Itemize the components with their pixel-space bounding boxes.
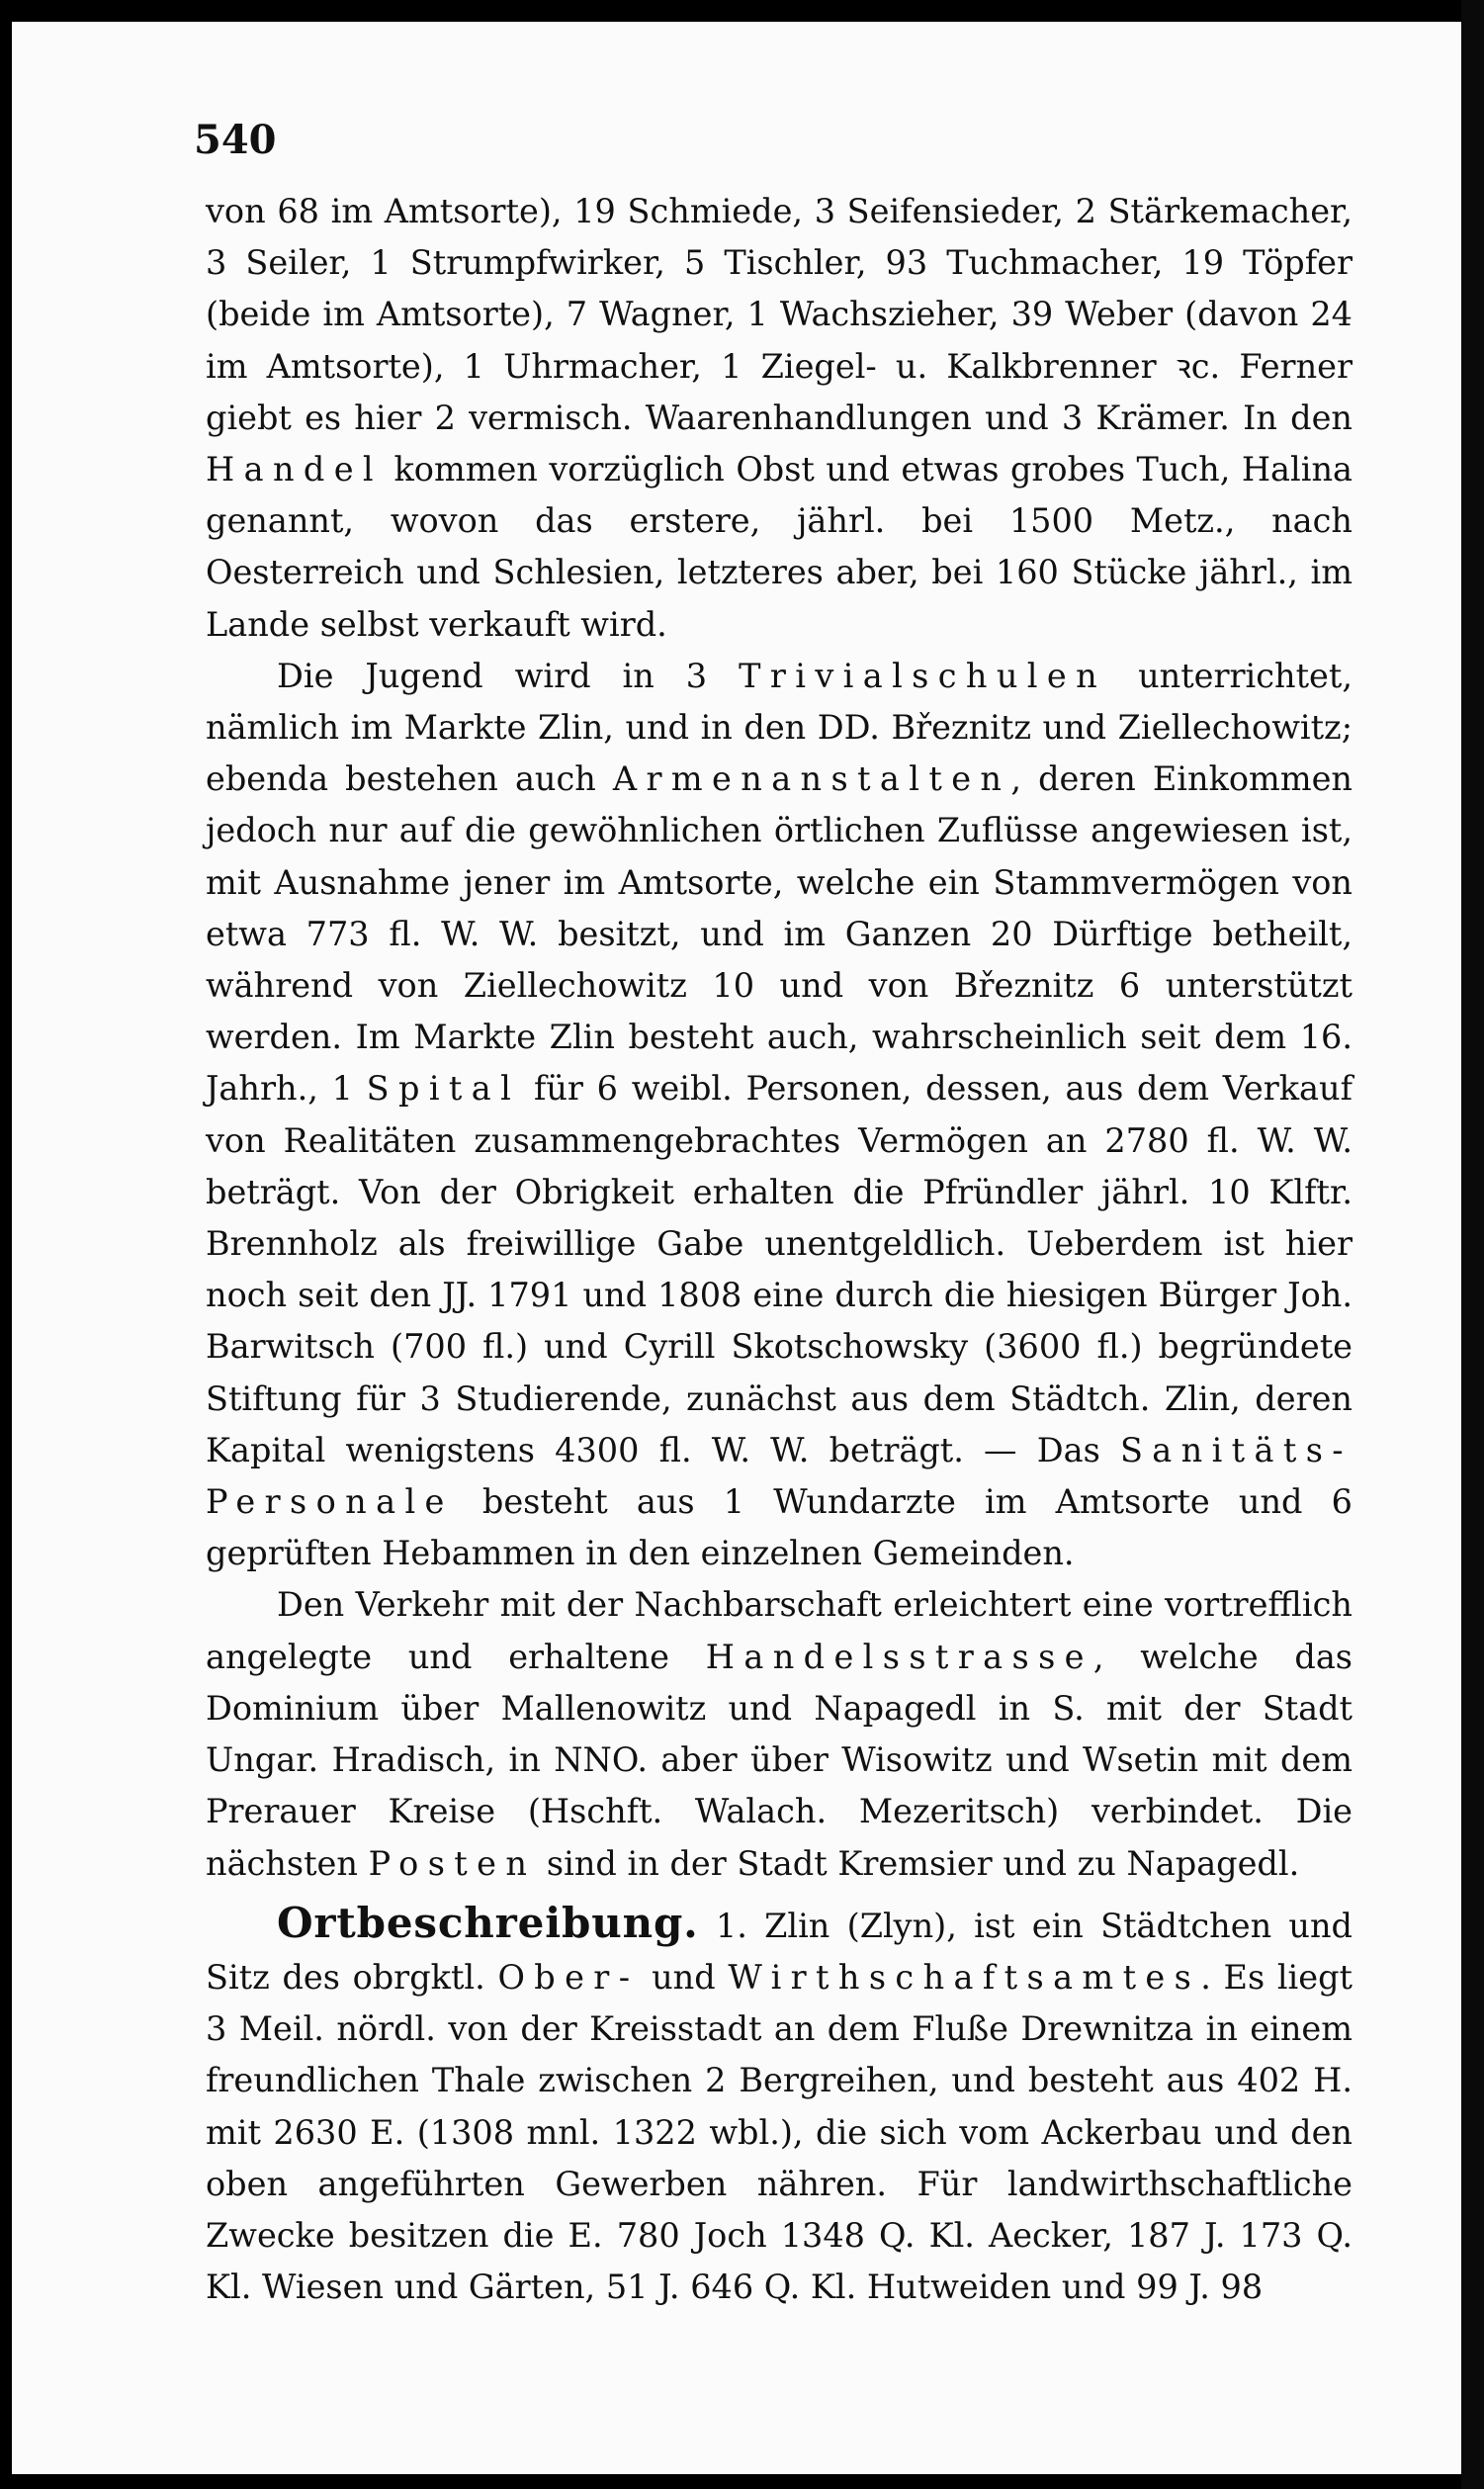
emphasized-term: Armenanstalten bbox=[612, 759, 1011, 799]
text-run: Den Verkehr mit der Nachbarschaft erleichtert eine vortrefflich angelegte und erhaltene bbox=[206, 1585, 1353, 1676]
emphasized-term: Posten bbox=[368, 1843, 537, 1883]
text-run: von 68 im Amtsorte), 19 Schmiede, 3 Seifensieder, 2 Stärkemacher, 3 Seiler, 1 Strumpfwirker, 5 Tischler, 93 Tuchmacher, 19 Töpfer (beide im Amtsorte), 7 Wagner, 1 Wachszieher, 39 Weber (davon 24 im Amtsorte), 1 Uhrmacher, 1 Ziegel- u. Kalkbrenner ꝛc. Ferner giebt es hier 2 vermisch. Waarenhandlungen und 3 Krämer. In den bbox=[206, 192, 1353, 437]
text-run: besteht aus 1 Wundarzte im Amtsorte und 6 geprüften Hebammen in den einzelnen Gemeinden. bbox=[206, 1482, 1353, 1573]
text-run: 1. Zlin (Zlyn), ist ein Städtchen und Sitz des obrgktl. bbox=[206, 1906, 1353, 1997]
emphasized-term: Spital bbox=[366, 1069, 521, 1109]
text-run: für 6 weibl. Personen, dessen, aus dem Verkauf von Realitäten zusammengebrachtes Vermögen an 2780 fl. W. W. beträgt. Von der Obrigkeit erhalten die Pfründler jährl. 10 Klftr. Brennholz als freiwillige Gabe unentgeldlich. Ueberdem ist hier noch seit den JJ. 1791 und 1808 eine durch die hiesigen Bürger Joh. Barwitsch (700 fl.) und Cyrill Skotschowsky (3600 fl.) begründete Stiftung für 3 Studierende, zunächst aus dem Städtch. Zlin, deren Kapital wenigstens 4300 fl. W. W. beträgt. — Das bbox=[206, 1069, 1353, 1469]
paragraph-ortbeschreibung bbox=[206, 1898, 1353, 2314]
emphasized-term: Handelsstrasse bbox=[705, 1637, 1093, 1676]
emphasized-term: Handel bbox=[206, 450, 384, 489]
text-run: kommen vorzüglich Obst und etwas grobes Tuch, Halina genannt, wovon das erstere, jährl. bei 1500 Metz., nach Oesterreich und Schlesien, letzteres aber, bei 160 Stücke jährl., im Lande selbst verkauft wird. bbox=[206, 450, 1353, 644]
text-run: . Es liegt 3 Meil. nördl. von der Kreisstadt an dem Fluße Drewnitza in einem freundlichen Thale zwischen 2 Bergreihen, und besteht aus 402 H. mit 2630 E. (1308 mnl. 1322 wbl.), die sich vom Ackerbau und den oben angeführten Gewerben nähren. Für landwirthschaftliche Zwecke besitzen die E. 780 Joch 1348 Q. Kl. Aecker, 187 J. 173 Q. Kl. Wiesen und Gärten, 51 J. 646 Q. Kl. Hutweiden und 99 J. 98 bbox=[206, 1957, 1353, 2307]
text-run: unterrichtet, nämlich im Markte Zlin, und in den DD. Březnitz und Ziellechowitz; ebenda bestehen auch bbox=[206, 656, 1353, 799]
scan-border bbox=[1461, 0, 1484, 2489]
text-run: , deren Einkommen jedoch nur auf die gewöhnlichen örtlichen Zuflüsse angewiesen ist, mit Ausnahme jener im Amtsorte, welche ein Stammvermögen von etwa 773 fl. W. W. besitzt, und im Ganzen 20 Dürftige betheilt, während von Ziellechowitz 10 und von Březnitz 6 unterstützt werden. Im Markte Zlin besteht auch, wahrscheinlich seit dem 16. Jahrh., 1 bbox=[206, 759, 1353, 1109]
text-run: Die Jugend wird in 3 bbox=[277, 656, 740, 695]
emphasized-term: Wirthschaftsamtes bbox=[728, 1957, 1201, 1997]
emphasized-term: Ober- bbox=[497, 1957, 640, 1997]
text-run: sind in der Stadt Kremsier und zu Napagedl. bbox=[536, 1843, 1300, 1883]
text-run: und bbox=[639, 1957, 729, 1997]
paragraph-trades bbox=[206, 186, 1353, 651]
body-text bbox=[206, 186, 1353, 2313]
emphasized-term: Trivialschulen bbox=[739, 656, 1107, 695]
text-run: , welche das Dominium über Mallenowitz und Napagedl in S. mit der Stadt Ungar. Hradisch, in NNO. aber über Wisowitz und Wsetin mit dem Prerauer Kreise (Hschft. Walach. Mezeritsch) verbindet. Die nächsten bbox=[206, 1637, 1353, 1883]
emphasized-term: Sanitäts-Personale bbox=[206, 1430, 1353, 1522]
paragraph-schools bbox=[206, 651, 1353, 1580]
section-heading: Ortbeschreibung. bbox=[277, 1898, 699, 1947]
paragraph-traffic bbox=[206, 1579, 1353, 1889]
page-number: 540 bbox=[194, 117, 277, 163]
